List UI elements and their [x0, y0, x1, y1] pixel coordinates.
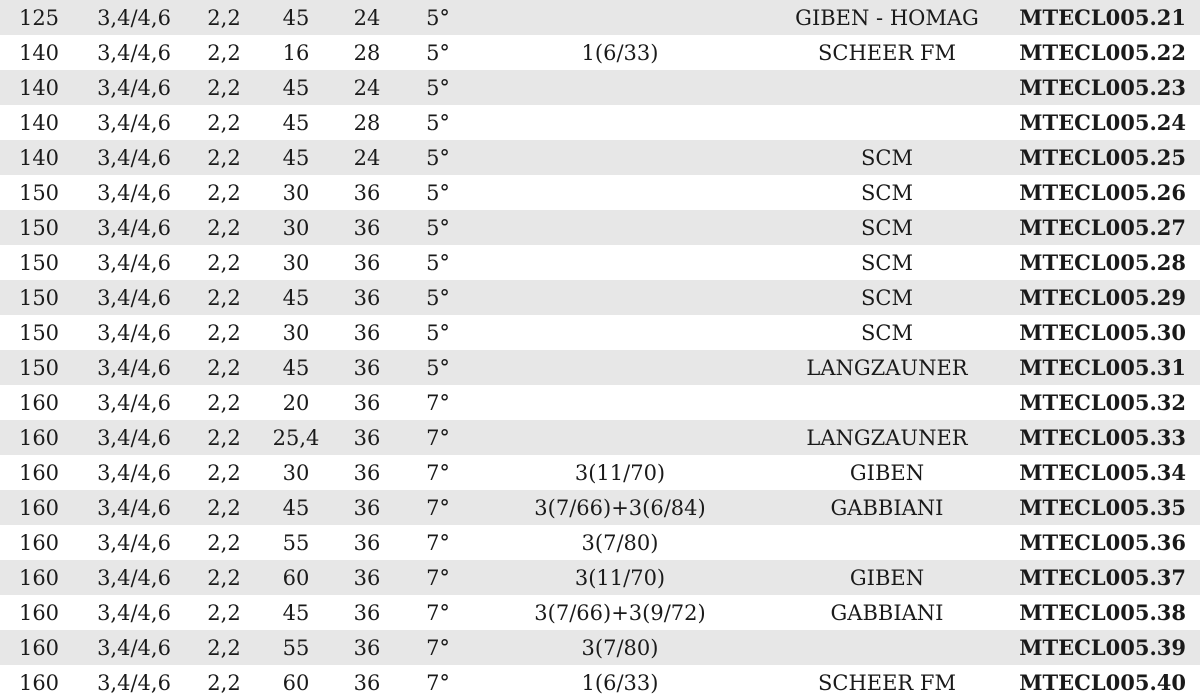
bore-cell: 3,4/4,6 [97, 250, 171, 275]
teeth-cell: 36 [353, 635, 381, 660]
code-cell: MTECL005.27 [1019, 214, 1186, 240]
bore-size-cell: 30 [282, 215, 310, 240]
machine-cell: GIBEN [849, 460, 925, 485]
code-cell: MTECL005.36 [1019, 529, 1186, 555]
teeth-cell: 36 [353, 460, 381, 485]
bore-cell: 3,4/4,6 [97, 215, 171, 240]
thickness-cell: 2,2 [207, 110, 241, 135]
bore-size-cell: 45 [282, 5, 310, 30]
pinholes-cell: 3(7/66)+3(6/84) [534, 495, 706, 520]
bore-cell: 3,4/4,6 [97, 670, 171, 695]
machine-cell: LANGZAUNER [806, 425, 968, 450]
thickness-cell: 2,2 [207, 285, 241, 310]
angle-cell: 7° [426, 600, 450, 625]
angle-cell: 7° [426, 495, 450, 520]
bore-size-cell: 45 [282, 495, 310, 520]
bore-size-cell: 30 [282, 460, 310, 485]
teeth-cell: 28 [353, 110, 381, 135]
code-cell: MTECL005.24 [1019, 109, 1186, 135]
diameter-cell: 160 [18, 425, 60, 450]
table-row [0, 0, 1200, 35]
bore-cell: 3,4/4,6 [97, 285, 171, 310]
pinholes-cell [476, 420, 764, 455]
bore-size-cell: 45 [282, 75, 310, 100]
machine-cell: GIBEN [849, 565, 925, 590]
table-row [0, 525, 1200, 560]
pinholes-cell: 3(7/66)+3(9/72) [534, 600, 706, 625]
angle-cell: 7° [426, 390, 450, 415]
table-row [0, 385, 1200, 420]
teeth-cell: 36 [353, 565, 381, 590]
bore-size-cell: 45 [282, 110, 310, 135]
code-cell: MTECL005.38 [1019, 599, 1186, 625]
angle-cell: 5° [426, 285, 450, 310]
pinholes-cell [476, 210, 764, 245]
code-cell: MTECL005.31 [1019, 354, 1186, 380]
pinholes-cell [476, 0, 764, 35]
teeth-cell: 36 [353, 390, 381, 415]
thickness-cell: 2,2 [207, 355, 241, 380]
teeth-cell: 36 [353, 530, 381, 555]
diameter-cell: 160 [18, 390, 60, 415]
teeth-cell: 24 [353, 145, 381, 170]
pinholes-cell [476, 350, 764, 385]
thickness-cell: 2,2 [207, 180, 241, 205]
pinholes-cell [476, 280, 764, 315]
bore-size-cell: 60 [282, 565, 310, 590]
thickness-cell: 2,2 [207, 600, 241, 625]
code-cell: MTECL005.35 [1019, 494, 1186, 520]
machine-cell: SCM [861, 285, 913, 310]
angle-cell: 7° [426, 460, 450, 485]
machine-cell: SCM [861, 320, 913, 345]
table-row [0, 140, 1200, 175]
pinholes-cell: 1(6/33) [581, 670, 659, 695]
thickness-cell: 2,2 [207, 390, 241, 415]
bore-cell: 3,4/4,6 [97, 5, 171, 30]
code-cell: MTECL005.40 [1019, 669, 1186, 695]
bore-size-cell: 16 [282, 40, 310, 65]
code-cell: MTECL005.25 [1019, 144, 1186, 170]
teeth-cell: 36 [353, 495, 381, 520]
bore-cell: 3,4/4,6 [97, 355, 171, 380]
diameter-cell: 150 [18, 215, 60, 240]
angle-cell: 7° [426, 565, 450, 590]
angle-cell: 5° [426, 110, 450, 135]
teeth-cell: 36 [353, 285, 381, 310]
bore-size-cell: 30 [282, 320, 310, 345]
angle-cell: 5° [426, 250, 450, 275]
thickness-cell: 2,2 [207, 215, 241, 240]
teeth-cell: 24 [353, 75, 381, 100]
bore-size-cell: 55 [282, 530, 310, 555]
bore-size-cell: 55 [282, 635, 310, 660]
pinholes-cell [476, 105, 764, 140]
table-row [0, 560, 1200, 595]
table-row [0, 105, 1200, 140]
code-cell: MTECL005.29 [1019, 284, 1186, 310]
machine-cell: SCM [861, 180, 913, 205]
machine-cell: SCM [861, 215, 913, 240]
diameter-cell: 160 [18, 635, 60, 660]
thickness-cell: 2,2 [207, 530, 241, 555]
code-cell: MTECL005.28 [1019, 249, 1186, 275]
teeth-cell: 36 [353, 215, 381, 240]
code-cell: MTECL005.30 [1019, 319, 1186, 345]
pinholes-cell: 1(6/33) [581, 40, 659, 65]
pinholes-cell [476, 70, 764, 105]
bore-size-cell: 25,4 [272, 425, 320, 450]
bore-cell: 3,4/4,6 [97, 565, 171, 590]
table-row [0, 35, 1200, 70]
diameter-cell: 140 [18, 145, 60, 170]
machine-cell: SCM [861, 250, 913, 275]
pinholes-cell: 3(7/80) [581, 635, 659, 660]
thickness-cell: 2,2 [207, 425, 241, 450]
diameter-cell: 150 [18, 320, 60, 345]
pinholes-cell [476, 175, 764, 210]
angle-cell: 5° [426, 5, 450, 30]
code-cell: MTECL005.34 [1019, 459, 1186, 485]
pinholes-cell: 3(11/70) [574, 460, 666, 485]
machine-cell: GABBIANI [830, 495, 944, 520]
diameter-cell: 125 [18, 5, 60, 30]
machine-cell [764, 630, 1010, 665]
diameter-cell: 160 [18, 530, 60, 555]
bore-cell: 3,4/4,6 [97, 600, 171, 625]
teeth-cell: 24 [353, 5, 381, 30]
diameter-cell: 150 [18, 180, 60, 205]
bore-cell: 3,4/4,6 [97, 635, 171, 660]
table-row [0, 210, 1200, 245]
table-row [0, 315, 1200, 350]
angle-cell: 5° [426, 40, 450, 65]
code-cell: MTECL005.22 [1019, 39, 1186, 65]
table-row [0, 490, 1200, 525]
thickness-cell: 2,2 [207, 145, 241, 170]
table-row [0, 70, 1200, 105]
angle-cell: 7° [426, 425, 450, 450]
pinholes-cell: 3(7/80) [581, 530, 659, 555]
bore-cell: 3,4/4,6 [97, 425, 171, 450]
code-cell: MTECL005.39 [1019, 634, 1186, 660]
bore-size-cell: 45 [282, 600, 310, 625]
machine-cell [764, 525, 1010, 560]
table-row [0, 245, 1200, 280]
code-cell: MTECL005.33 [1019, 424, 1186, 450]
bore-cell: 3,4/4,6 [97, 145, 171, 170]
pinholes-cell [476, 315, 764, 350]
bore-size-cell: 30 [282, 250, 310, 275]
diameter-cell: 160 [18, 495, 60, 520]
table-row [0, 420, 1200, 455]
pinholes-cell [476, 245, 764, 280]
bore-cell: 3,4/4,6 [97, 40, 171, 65]
code-cell: MTECL005.37 [1019, 564, 1186, 590]
diameter-cell: 150 [18, 250, 60, 275]
thickness-cell: 2,2 [207, 635, 241, 660]
bore-cell: 3,4/4,6 [97, 180, 171, 205]
teeth-cell: 36 [353, 180, 381, 205]
bore-size-cell: 45 [282, 285, 310, 310]
diameter-cell: 160 [18, 565, 60, 590]
teeth-cell: 28 [353, 40, 381, 65]
diameter-cell: 150 [18, 355, 60, 380]
table-row [0, 350, 1200, 385]
thickness-cell: 2,2 [207, 495, 241, 520]
machine-cell [764, 70, 1010, 105]
machine-cell [764, 105, 1010, 140]
teeth-cell: 36 [353, 250, 381, 275]
thickness-cell: 2,2 [207, 40, 241, 65]
machine-cell [764, 385, 1010, 420]
thickness-cell: 2,2 [207, 670, 241, 695]
teeth-cell: 36 [353, 600, 381, 625]
angle-cell: 5° [426, 75, 450, 100]
machine-cell: SCHEER FM [818, 40, 956, 65]
thickness-cell: 2,2 [207, 565, 241, 590]
bore-size-cell: 20 [282, 390, 310, 415]
angle-cell: 5° [426, 145, 450, 170]
machine-cell: SCHEER FM [818, 670, 956, 695]
angle-cell: 5° [426, 320, 450, 345]
machine-cell: GIBEN - HOMAG [795, 5, 979, 30]
bore-cell: 3,4/4,6 [97, 320, 171, 345]
angle-cell: 7° [426, 635, 450, 660]
angle-cell: 7° [426, 530, 450, 555]
bore-cell: 3,4/4,6 [97, 495, 171, 520]
bore-size-cell: 45 [282, 355, 310, 380]
thickness-cell: 2,2 [207, 460, 241, 485]
bore-cell: 3,4/4,6 [97, 75, 171, 100]
bore-cell: 3,4/4,6 [97, 460, 171, 485]
teeth-cell: 36 [353, 320, 381, 345]
machine-cell: LANGZAUNER [806, 355, 968, 380]
diameter-cell: 140 [18, 110, 60, 135]
thickness-cell: 2,2 [207, 250, 241, 275]
machine-cell: SCM [861, 145, 913, 170]
table-row [0, 630, 1200, 665]
angle-cell: 5° [426, 215, 450, 240]
table-row [0, 175, 1200, 210]
diameter-cell: 160 [18, 600, 60, 625]
thickness-cell: 2,2 [207, 320, 241, 345]
code-cell: MTECL005.26 [1019, 179, 1186, 205]
pinholes-cell: 3(11/70) [574, 565, 666, 590]
teeth-cell: 36 [353, 355, 381, 380]
code-cell: MTECL005.21 [1019, 4, 1186, 30]
bore-cell: 3,4/4,6 [97, 390, 171, 415]
teeth-cell: 36 [353, 670, 381, 695]
bore-size-cell: 60 [282, 670, 310, 695]
diameter-cell: 140 [18, 75, 60, 100]
bore-size-cell: 45 [282, 145, 310, 170]
bore-size-cell: 30 [282, 180, 310, 205]
thickness-cell: 2,2 [207, 75, 241, 100]
pinholes-cell [476, 140, 764, 175]
angle-cell: 7° [426, 670, 450, 695]
table-row [0, 595, 1200, 630]
diameter-cell: 140 [18, 40, 60, 65]
diameter-cell: 160 [18, 460, 60, 485]
table-row [0, 280, 1200, 315]
angle-cell: 5° [426, 355, 450, 380]
diameter-cell: 150 [18, 285, 60, 310]
pinholes-cell [476, 385, 764, 420]
angle-cell: 5° [426, 180, 450, 205]
table-row [0, 455, 1200, 490]
thickness-cell: 2,2 [207, 5, 241, 30]
teeth-cell: 36 [353, 425, 381, 450]
machine-cell: GABBIANI [830, 600, 944, 625]
diameter-cell: 160 [18, 670, 60, 695]
bore-cell: 3,4/4,6 [97, 530, 171, 555]
bore-cell: 3,4/4,6 [97, 110, 171, 135]
code-cell: MTECL005.32 [1019, 389, 1186, 415]
code-cell: MTECL005.23 [1019, 74, 1186, 100]
table-row [0, 665, 1200, 700]
